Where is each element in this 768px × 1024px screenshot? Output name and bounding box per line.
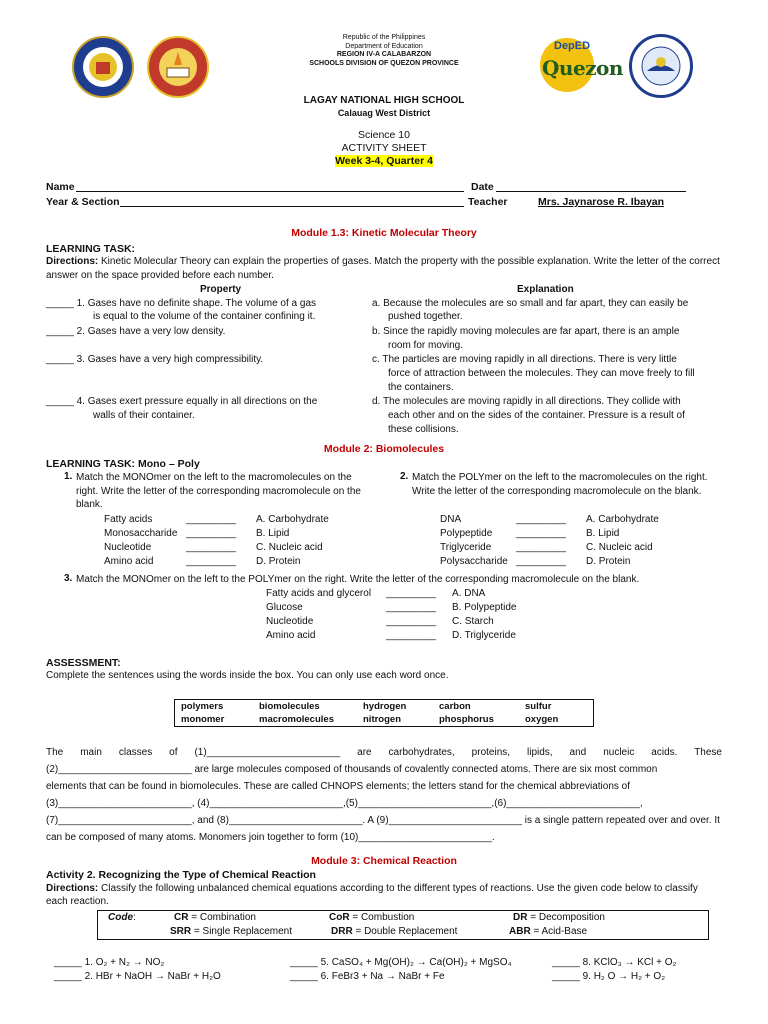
explanation-a: a. Because the molecules are so small and far apart, they can easily be xyxy=(372,298,689,309)
directions-text: Classify the following unbalanced chemical equations according to the different types of reactions. Use the given code below to classify each reaction. xyxy=(46,883,698,907)
equation-text: 2. HBr + NaOH → NaBr + H₂O xyxy=(84,971,221,982)
answer-blank[interactable]: _____ xyxy=(290,971,318,982)
school-seal-icon xyxy=(632,37,690,95)
property-text: 3. Gases have a very high compressibility. xyxy=(76,354,264,365)
list-item: Polypeptide _________ B. Lipid xyxy=(440,528,620,539)
school-block xyxy=(0,95,768,119)
module2-title: Module 2: Biomolecules xyxy=(323,443,445,455)
region-text: REGION IV-A CALABARZON xyxy=(336,51,432,59)
equation-9 xyxy=(552,970,665,984)
paragraph-line: can be composed of many atoms. Monomers join together to form (10)________________________. xyxy=(46,832,495,843)
assessment-title: ASSESSMENT: xyxy=(46,657,121,669)
regional-seal-logo xyxy=(147,36,209,98)
code-drr: DRR = Double Replacement xyxy=(331,926,458,937)
q3-number: 3. xyxy=(64,573,73,584)
word: biomolecules xyxy=(259,701,320,712)
quezon-logo-text: Quezon xyxy=(542,56,623,80)
module1-directions xyxy=(46,255,722,282)
property-1 xyxy=(46,297,316,311)
answer-blank[interactable]: _____ xyxy=(552,957,580,968)
paragraph-line: elements that can be found in biomolecules. These are called CHNOPS elements; the letters stand for the chemical abbreviations of xyxy=(46,781,631,792)
year-section-field[interactable] xyxy=(120,206,464,207)
module1-task: LEARNING TASK: xyxy=(46,243,136,255)
deped-seal-logo xyxy=(72,36,134,98)
answer-blank[interactable]: _________ xyxy=(186,556,237,567)
word-row-1 xyxy=(175,700,593,713)
list-item: DNA _________ A. Carbohydrate xyxy=(440,514,659,525)
equation-1 xyxy=(54,956,164,970)
equation-8 xyxy=(552,956,676,970)
date-field[interactable] xyxy=(496,191,686,192)
word: phosphorus xyxy=(439,714,494,725)
republic-text: Republic of the Philippines xyxy=(342,34,426,41)
answer-blank[interactable]: _____ xyxy=(46,326,74,337)
explanation-c: c. The particles are moving rapidly in all directions. There is very little xyxy=(372,354,677,365)
code-box xyxy=(97,910,709,940)
explanation-c-cont: the containers. xyxy=(388,382,454,393)
q2-number: 2. xyxy=(400,471,409,482)
teacher-label: Teacher xyxy=(468,196,508,208)
explanation-d: d. The molecules are moving rapidly in all directions. They collide with xyxy=(372,396,681,407)
answer-blank[interactable]: _____ xyxy=(552,971,580,982)
answer-blank[interactable]: _________ xyxy=(186,542,237,553)
name-label: Name xyxy=(46,181,75,193)
col-explanation-header: Explanation xyxy=(517,284,574,295)
property-1-cont: is equal to the volume of the container confining it. xyxy=(93,311,316,322)
paragraph-line: (7)________________________, and (8)________________________. A (9)________________________ is a single pattern repeated over and over. It xyxy=(46,815,720,826)
paragraph-line: The main classes of (1)________________________ are carbohydrates, proteins, lipids, and nucleic acids. These xyxy=(46,747,722,758)
code-srr: SRR = Single Replacement xyxy=(170,926,293,937)
deped-small-text: DepED xyxy=(554,40,591,52)
date-label: Date xyxy=(471,181,494,193)
module1-title: Module 1.3: Kinetic Molecular Theory xyxy=(291,227,477,239)
answer-blank[interactable]: _________ xyxy=(516,542,567,553)
property-2 xyxy=(46,325,225,339)
word: polymers xyxy=(181,701,224,712)
answer-blank[interactable]: _________ xyxy=(516,514,567,525)
answer-blank[interactable]: _____ xyxy=(54,957,82,968)
subject-text: Science 10 xyxy=(358,129,410,141)
answer-blank[interactable]: _____ xyxy=(290,957,318,968)
word: oxygen xyxy=(525,714,559,725)
book-seal-icon xyxy=(149,38,207,96)
code-cr: CR = Combination xyxy=(174,912,256,923)
equation-text: 1. O₂ + N₂ → NO₂ xyxy=(84,957,165,968)
directions-text: Kinetic Molecular Theory can explain the properties of gases. Match the property with the possible explanation. Write the letter of the correct answer on the space provided before each number. xyxy=(46,256,720,281)
teacher-name: Mrs. Jaynarose R. Ibayan xyxy=(538,196,665,208)
school-seal-logo xyxy=(629,34,693,98)
department-text: Department of Education xyxy=(345,42,423,50)
answer-blank[interactable]: _____ xyxy=(54,971,82,982)
division-text: SCHOOLS DIVISION OF QUEZON PROVINCE xyxy=(309,59,459,67)
word: hydrogen xyxy=(363,701,407,712)
q2-instructions: Match the POLYmer on the left to the macromolecules on the right. Write the letter of the corresponding macromolecule on the blank. xyxy=(412,472,708,497)
explanation-b: b. Since the rapidly moving molecules are far apart, there is an ample xyxy=(372,326,680,337)
col-property-header: Property xyxy=(200,284,242,295)
district-text: Calauag West District xyxy=(337,108,431,118)
answer-blank[interactable]: _________ xyxy=(516,528,567,539)
equation-2 xyxy=(54,970,221,984)
list-item: Nucleotide _________ C. Nucleic acid xyxy=(104,542,323,553)
word-box xyxy=(174,699,594,727)
quezon-logo xyxy=(540,38,623,94)
equation-text: 9. H₂ O → H₂ + O₂ xyxy=(582,971,666,982)
week-label: Week 3-4, Quarter 4 xyxy=(335,155,433,167)
code-dr: DR = Decomposition xyxy=(513,912,605,923)
assessment-instruction: Complete the sentences using the words inside the box. You can only use each word once. xyxy=(46,670,449,681)
header-block xyxy=(230,34,538,68)
property-text: 1. Gases have no definite shape. The volume of a gas xyxy=(76,298,317,309)
q1-table xyxy=(104,513,344,569)
paragraph-line: (2)________________________ are large molecules composed of thousands of covalently connected atoms. There are six most common xyxy=(46,764,658,775)
answer-blank[interactable]: _________ xyxy=(386,616,437,627)
explanation-d-cont: each other and on the sides of the container. Pressure is a result of xyxy=(388,410,685,421)
answer-blank[interactable]: _____ xyxy=(46,354,74,365)
equation-text: 8. KClO₃ → KCl + O₂ xyxy=(582,957,677,968)
word: carbon xyxy=(439,701,471,712)
module3-title: Module 3: Chemical Reaction xyxy=(311,855,457,867)
explanation-c-cont: force of attraction between the molecules. They can move freely to fill xyxy=(388,368,695,379)
explanation-b-cont: room for moving. xyxy=(388,340,464,351)
equation-6 xyxy=(290,970,445,984)
answer-blank[interactable]: _________ xyxy=(386,630,437,641)
list-item: Amino acid _________ D. Triglyceride xyxy=(266,630,516,641)
list-item: Fatty acids and glycerol _________ A. DNA xyxy=(266,588,486,599)
directions-label: Directions: xyxy=(46,883,99,894)
list-item: Nucleotide _________ C. Starch xyxy=(266,616,494,627)
answer-blank[interactable]: _________ xyxy=(186,514,237,525)
answer-blank[interactable]: _____ xyxy=(46,396,74,407)
q3-table xyxy=(266,587,526,643)
list-item: Monosaccharide _________ B. Lipid xyxy=(104,528,290,539)
word: macromolecules xyxy=(259,714,334,725)
list-item: Polysaccharide _________ D. Protein xyxy=(440,556,631,567)
module2-task: LEARNING TASK: Mono – Poly xyxy=(46,458,200,470)
equation-5 xyxy=(290,956,512,970)
q1-number: 1. xyxy=(64,471,73,482)
answer-blank[interactable]: _____ xyxy=(46,298,74,309)
equation-text: 5. CaSO₄ + Mg(OH)₂ → Ca(OH)₂ + MgSO₄ xyxy=(320,957,512,968)
title-block xyxy=(0,129,768,168)
sheet-text: ACTIVITY SHEET xyxy=(341,142,427,154)
answer-blank[interactable]: _________ xyxy=(386,602,437,613)
q1-instructions: Match the MONOmer on the left to the macromolecules on the right. Write the letter of the corresponding macromolecule on the blank. xyxy=(76,472,361,510)
name-field[interactable] xyxy=(76,191,464,192)
property-3 xyxy=(46,353,263,367)
word: monomer xyxy=(181,714,225,725)
paragraph-line: (3)________________________, (4)________________________,(5)________________________,(6)________________________, xyxy=(46,798,643,809)
property-text: 2. Gases have a very low density. xyxy=(76,326,226,337)
word-row-2 xyxy=(175,713,593,726)
property-4 xyxy=(46,395,317,409)
list-item: Fatty acids _________ A. Carbohydrate xyxy=(104,514,329,525)
code-abr: ABR = Acid-Base xyxy=(509,926,588,937)
equation-text: 6. FeBr3 + Na → NaBr + Fe xyxy=(320,971,445,982)
list-item: Glucose _________ B. Polypeptide xyxy=(266,602,517,613)
list-item: Amino acid _________ D. Protein xyxy=(104,556,301,567)
q3-instructions: Match the MONOmer on the left to the POLYmer on the right. Write the letter of the corresponding macromolecule on the blank. xyxy=(76,574,640,585)
deped-seal-icon xyxy=(74,38,132,96)
word: nitrogen xyxy=(363,714,401,725)
activity-title: Activity 2. Recognizing the Type of Chemical Reaction xyxy=(46,869,316,881)
school-name: LAGAY NATIONAL HIGH SCHOOL xyxy=(303,95,465,106)
year-section-label: Year & Section xyxy=(46,196,120,208)
code-cor: CoR = Combustion xyxy=(329,912,415,923)
assessment-paragraph xyxy=(46,744,722,846)
code-label: Code: xyxy=(108,912,136,923)
directions-label: Directions: xyxy=(46,256,99,267)
property-4-cont: walls of their container. xyxy=(93,410,195,421)
explanation-d-cont: these collisions. xyxy=(388,424,459,435)
word: sulfur xyxy=(525,701,552,712)
explanation-a-cont: pushed together. xyxy=(388,311,463,322)
answer-blank[interactable]: _________ xyxy=(386,588,437,599)
module3-directions xyxy=(46,882,722,908)
answer-blank[interactable]: _________ xyxy=(516,556,567,567)
q2-table xyxy=(440,513,690,569)
property-text: 4. Gases exert pressure equally in all directions on the xyxy=(76,396,318,407)
answer-blank[interactable]: _________ xyxy=(186,528,237,539)
list-item: Triglyceride _________ C. Nucleic acid xyxy=(440,542,653,553)
